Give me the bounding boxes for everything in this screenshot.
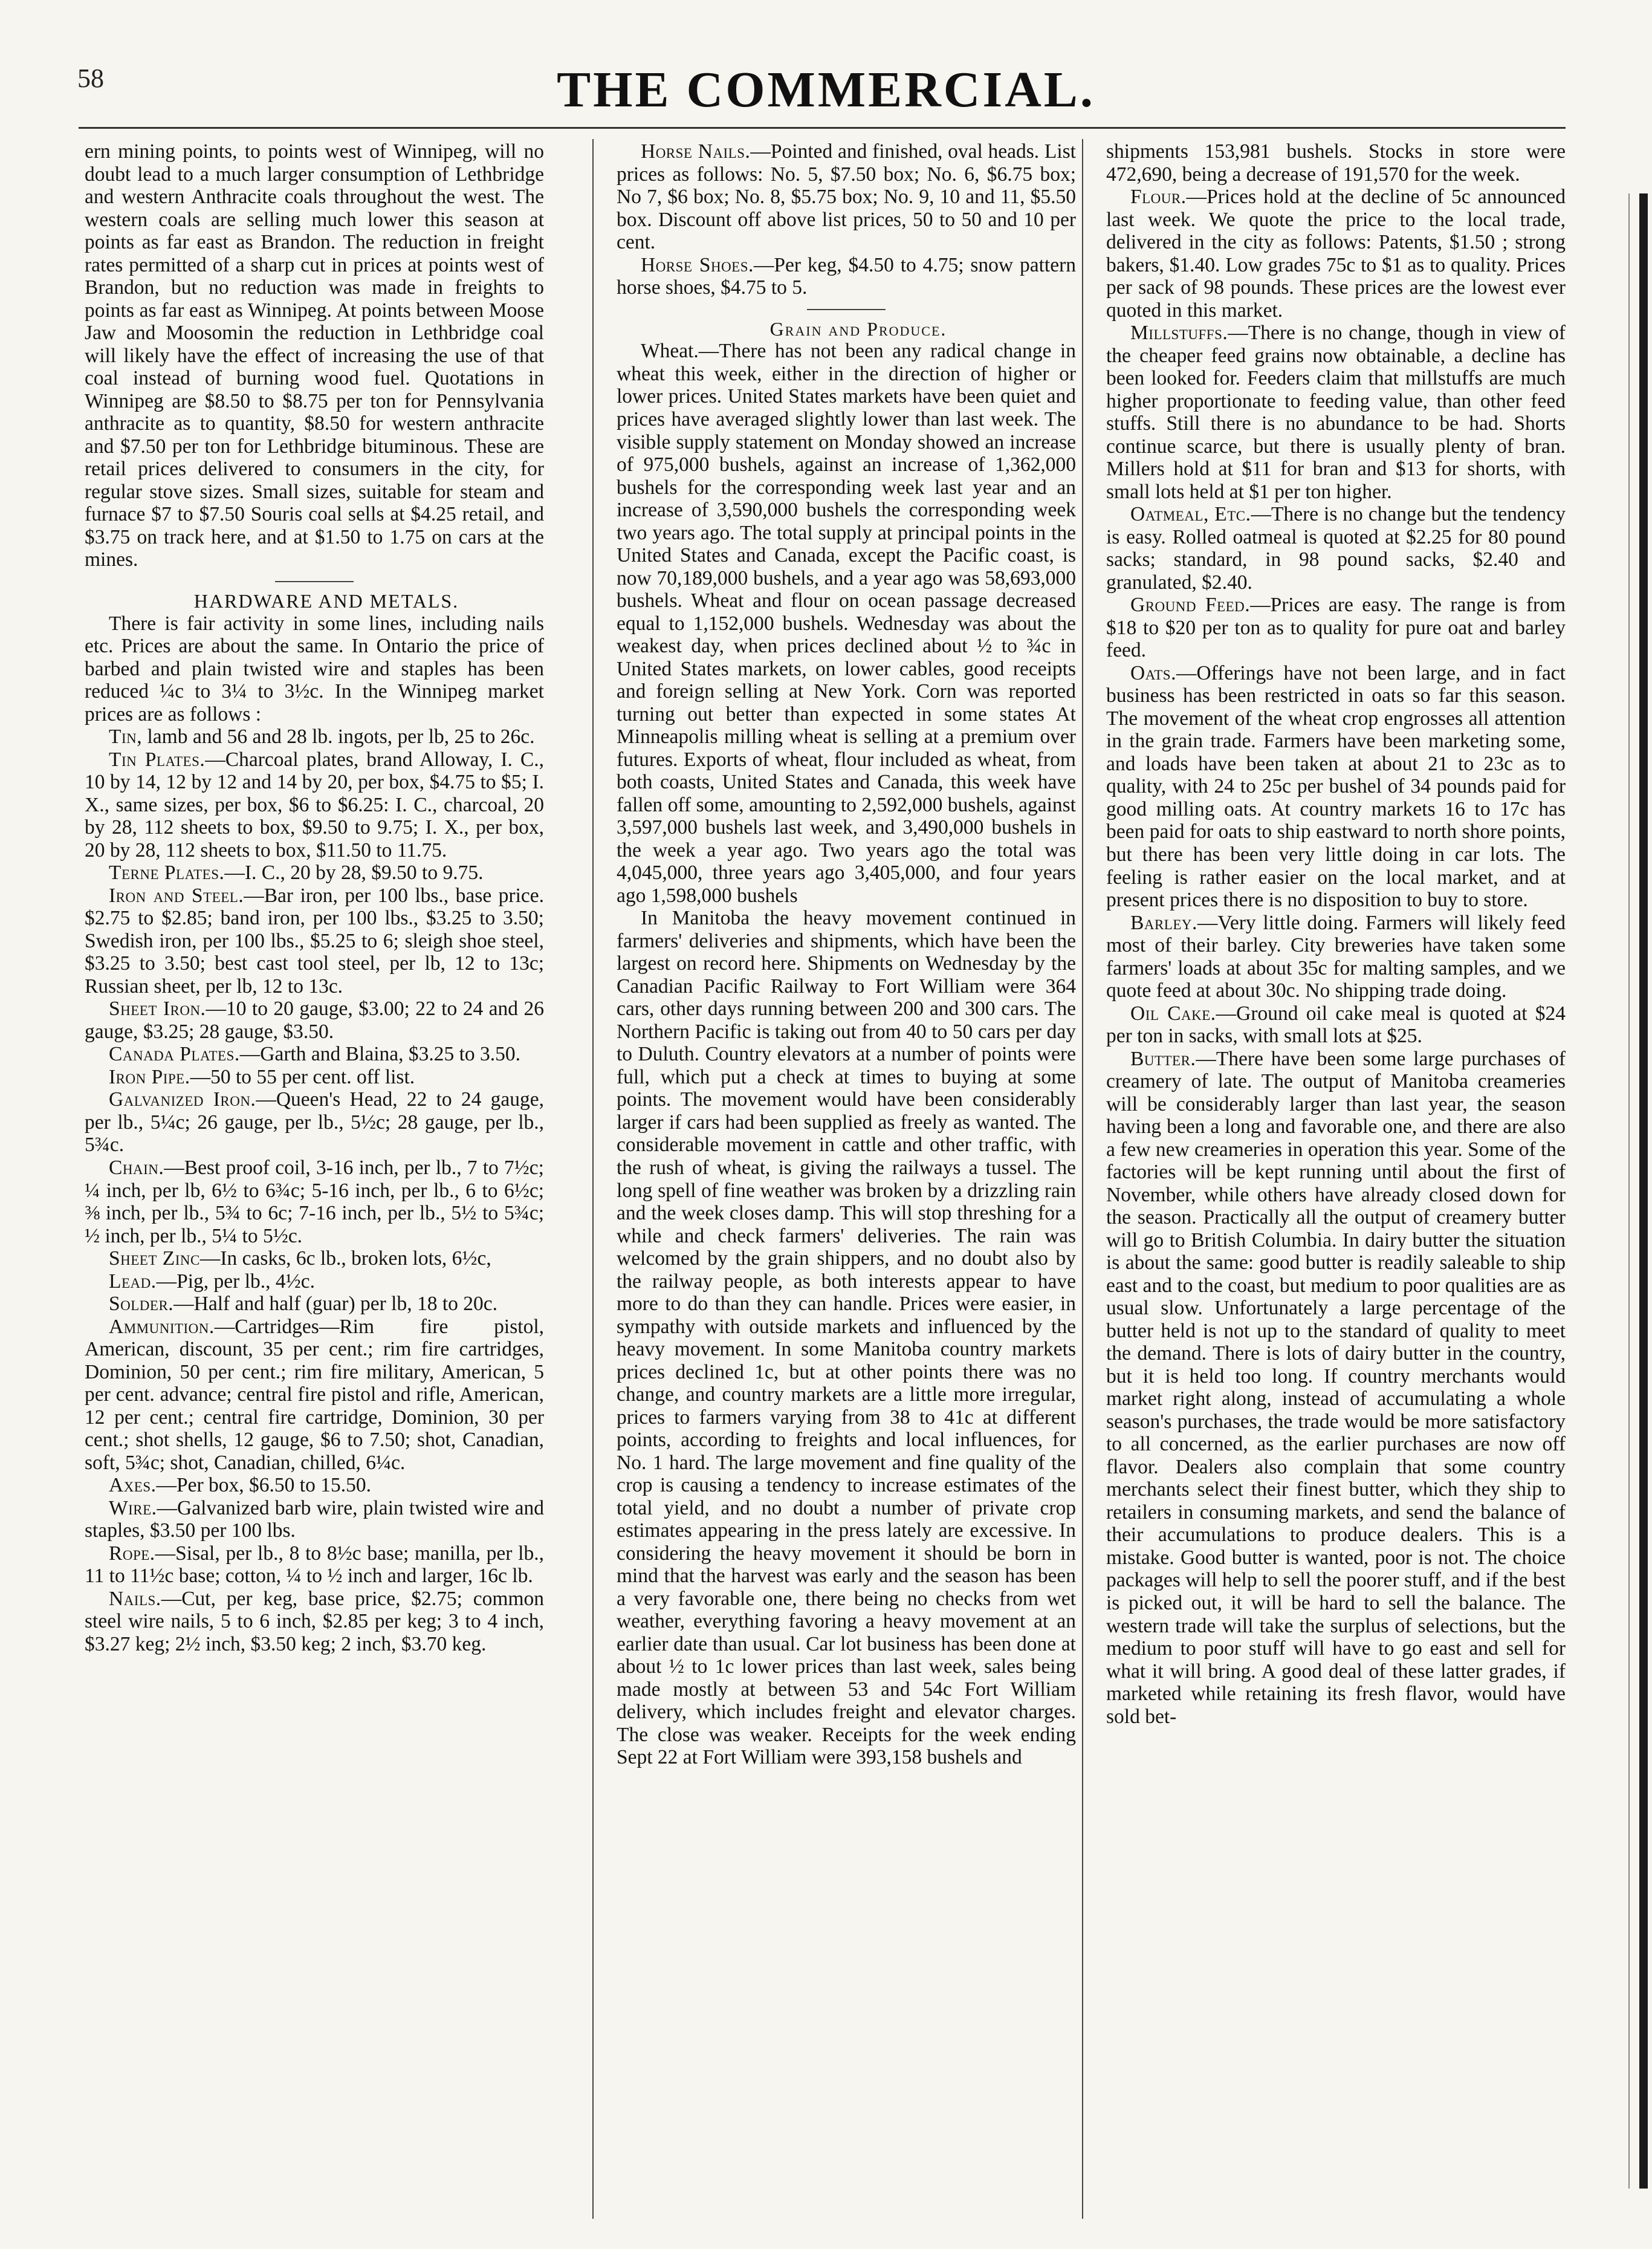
entry-lead: Sheet Iron. — [109, 998, 206, 1021]
price-entry-ammunition — [85, 1316, 544, 1475]
entry-lead: Rope. — [109, 1542, 155, 1565]
entry-lead: Oats. — [1130, 661, 1176, 684]
entry-text: —50 to 55 per cent. off list. — [190, 1065, 415, 1088]
price-entry-flour — [1106, 186, 1566, 322]
price-entry-oatmeal — [1106, 503, 1566, 594]
price-entry-iron-steel — [85, 884, 544, 998]
binding-edge — [1639, 193, 1648, 2189]
entry-text: —Very little doing. Farmers will likely feed most of their barley. City breweries have taken some farmers' loads at about 35c for malting samples, and we quote feed at about 30c. No shipping trade doing. — [1106, 911, 1566, 1002]
paragraph: shipments 153,981 bushels. Stocks in store were 472,690, being a decrease of 191,570 for the week. — [1106, 140, 1566, 186]
entry-text: —I. C., 20 by 28, $9.50 to 9.75. — [224, 862, 484, 884]
entry-lead: Oatmeal, Etc. — [1130, 503, 1251, 526]
entry-lead: Lead. — [109, 1270, 157, 1293]
entry-text: —Pig, per lb., 4½c. — [156, 1270, 315, 1293]
price-entry-nails — [85, 1588, 544, 1656]
entry-text: —Ground oil cake meal is quoted at $24 per ton in sacks, with small lots at $25. — [1106, 1002, 1566, 1048]
entry-text: —Sisal, per lb., 8 to 8½c base; manilla, per lb., 11 to 11½c base; cotton, ¼ to ½ inch and larger, 16c lb. — [85, 1542, 544, 1588]
section-heading-hardware: HARDWARE AND METALS. — [193, 589, 459, 612]
entry-lead: Butter. — [1130, 1047, 1196, 1070]
entry-lead: Ground Feed. — [1130, 594, 1251, 617]
masthead-title: THE COMMERCIAL. — [557, 62, 1095, 118]
entry-text: —Bar iron, per 100 lbs., base price. $2.75 to $2.85; band iron, per 100 lbs., $3.25 to 3.50; Swedish iron, per 100 lbs., $5.25 to 6; sleigh shoe steel, $3.25 to 3.50; best cast tool steel, per lb, 12 to 13c; Russian sheet, per lb, 12 to 13c. — [85, 884, 544, 998]
entry-lead: Horse Nails. — [641, 140, 751, 163]
entry-text: —Per box, $6.50 to 15.50. — [156, 1474, 371, 1497]
entry-text: —Best proof coil, 3-16 inch, per lb., 7 to 7½c; ¼ inch, per lb, 6½ to 6¾c; 5-16 inch, per lb., 6 to 6½c; ⅜ inch, per lb., 5¾ to 6c; 7-16 inch, per lb., 5½ to 5¾c; ½ inch, per lb., 5¼ to 5½c. — [85, 1157, 544, 1247]
price-entry-horse-shoes — [617, 254, 1076, 299]
entry-lead: Millstuffs. — [1130, 322, 1228, 345]
entry-text: —Garth and Blaina, $3.25 to 3.50. — [239, 1043, 521, 1066]
price-entry-oil-cake — [1106, 1002, 1566, 1048]
entry-lead: Solder. — [109, 1293, 174, 1316]
entry-lead: Ammunition. — [109, 1315, 215, 1338]
entry-text: —Galvanized barb wire, plain twisted wire and staples, $3.50 per 100 lbs. — [85, 1496, 544, 1542]
entry-lead: Axes. — [109, 1474, 157, 1497]
entry-lead: Tin Plates. — [109, 748, 206, 771]
price-entry-galvanized-iron — [85, 1088, 544, 1157]
price-entry-tin — [85, 725, 544, 748]
entry-lead: Iron Pipe. — [109, 1065, 190, 1088]
entry-lead: Iron and Steel. — [109, 884, 244, 907]
price-entry-terne-plates — [85, 862, 544, 884]
price-entry-tin-plates — [85, 748, 544, 862]
paragraph: ern mining points, to points west of Winnipeg, will no doubt lead to a much larger consumption of Lethbridge and western Anthracite coals throughout the west. The western coals are selling much lower this season at points as far east as Brandon. The reduction in freight rates permitted of a sharp cut in prices at points west of Brandon, but no reduction was made in freights to points as far east as Winnipeg. At points between Moose Jaw and Moosomin the reduction in Lethbridge coal will likely have the effect of increasing the use of that coal instead of burning wood fuel. Quotations in Winnipeg are $8.50 to $8.75 per ton for Pennsylvania anthracite as to quantity, $8.50 for western anthracite and $7.50 per ton for Lethbridge bituminous. These are retail prices delivered to consumers in the city, for regular stove sizes. Small sizes, suitable for steam and furnace $7 to $7.50 Souris coal sells at $4.25 retail, and $3.75 on track here, and at $1.50 to 1.75 on cars at the mines. — [85, 140, 544, 571]
entry-lead: Galvanized Iron. — [109, 1088, 256, 1111]
price-entry-sheet-iron — [85, 998, 544, 1043]
section-divider — [275, 581, 354, 582]
entry-lead: Terne Plates. — [109, 862, 225, 884]
entry-text: —Half and half (guar) per lb, 18 to 20c. — [173, 1293, 497, 1316]
paragraph-manitoba: In Manitoba the heavy movement continued in farmers' deliveries and shipments, which have been the largest on record here. Shipments on Wednesday by the Canadian Pacific Railway to Fort William were 364 cars, other days running between 200 and 300 cars. The Northern Pacific is taking out from 40 to 50 cars per day to Duluth. Country elevators at a number of points were full, which put a check at times to buying at some points. The movement would have been considerably larger if cars had been supplied as freely as wanted. The considerable movement in cattle and other traffic, with the rush of wheat, is giving the railways a tussel. The long spell of fine weather was broken by a drizzling rain and the week closes damp. This will stop threshing for a while and check farmers' deliveries. The rain was welcomed by the grain shippers, and no doubt also by the railway people, as both interests appear to have more to do than they can handle. Prices were easier, in sympathy with outside markets and influenced by the heavy movement. In some Manitoba country markets prices declined 1c, but at other points there was no change, and country markets are a little more irregular, prices to farmers varying from 38 to 41c at different points, according to freights and local influences, for No. 1 hard. The large movement and fine quality of the crop is causing a tendency to increase estimates of the total yield, and no doubt a number of private crop estimates appearing in the press lately are excessive. In considering the heavy movement it should be born in mind that the harvest was early and the season has been a very favorable one, there being no checks from wet weather, everything favoring a heavy movement at an earlier date than usual. Car lot business has been done at about ½ to 1c lower prices than last week, sales being made mostly at between 53 and 54c Fort William delivery, which includes freight and elevator charges. The close was weaker. Receipts for the week ending Sept 22 at Fort William were 393,158 bushels and — [617, 907, 1076, 1769]
price-entry-axes — [85, 1474, 544, 1497]
entry-text: —Pointed and finished, oval heads. List prices as follows: No. 5, $7.50 box; No. 6, $6.75 box; No 7, $6 box; No. 8, $5.75 box; No. 9, 10 and 11, $5.50 box. Discount off above list prices, 50 to 50 and 10 per cent. — [617, 140, 1076, 254]
entry-lead: Chain. — [109, 1157, 164, 1179]
column-2 — [617, 140, 1076, 2220]
entry-lead: Sheet Zinc — [109, 1247, 200, 1270]
price-entry-sheet-zinc — [85, 1247, 544, 1270]
price-entry-rope — [85, 1542, 544, 1588]
price-entry-butter — [1106, 1048, 1566, 1728]
entry-text: —Charcoal plates, brand Alloway, I. C., 10 by 14, 12 by 12 and 14 by 20, per box, $4.75 to $5; I. X., same sizes, per box, $6 to $6.25: I. C., charcoal, 20 by 28, 112 sheets to box, $9.50 to 9.75; I. X., per box, 20 by 28, 112 sheets to box, $11.50 to 11.75. — [85, 748, 544, 862]
paragraph: There is fair activity in some lines, including nails etc. Prices are about the same. In Ontario the price of barbed and plain twisted wire and staples has been reduced ¼c to 3¼ to 3½c. In the Winnipeg market prices are as follows : — [85, 612, 544, 725]
entry-text: —Queen's Head, 22 to 24 gauge, per lb., 5¼c; 26 gauge, per lb., 5½c; 28 gauge, per lb., 5¾c. — [85, 1088, 544, 1157]
price-entry-chain — [85, 1157, 544, 1247]
entry-text: —Prices hold at the decline of 5c announced last week. We quote the price to the local trade, delivered in the city as follows: Patents, $1.50 ; strong bakers, $1.40. Low grades 75c to $1 as to quality. Prices per sack of 98 pounds. These prices are the lowest ever quoted in this market. — [1106, 186, 1566, 322]
price-entry-ground-feed — [1106, 594, 1566, 662]
column-1 — [85, 140, 544, 2220]
section-divider — [807, 309, 886, 310]
entry-text: lamb and 56 and 28 lb. ingots, per lb, 25 to 26c. — [147, 725, 535, 748]
entry-lead: Barley. — [1130, 911, 1197, 934]
entry-lead: Oil Cake. — [1130, 1002, 1216, 1025]
entry-text: —There is no change, though in view of the cheaper feed grains now obtainable, a decline has been looked for. Feeders claim that millstuffs are much higher proportionate to feeding value, than other feed stuffs. Still there is no abundance to be had. Shorts continue scarce, but there is usually plenty of bran. Millers hold at $11 for bran and $13 for shorts, with small lots held at $1 per ton higher. — [1106, 322, 1566, 503]
entry-text: —Prices are easy. The range is from $18 to $20 per ton as to quality for pure oat and barley feed. — [1106, 594, 1566, 662]
entry-lead: Wire. — [109, 1496, 157, 1519]
price-entry-oats — [1106, 662, 1566, 912]
column-divider — [1082, 139, 1083, 2219]
entry-text: —Per keg, $4.50 to 4.75; snow pattern horse shoes, $4.75 to 5. — [617, 253, 1076, 299]
masthead-rule — [79, 127, 1566, 129]
entry-lead: Horse Shoes. — [641, 253, 754, 276]
price-entry-canada-plates — [85, 1043, 544, 1066]
entry-text: —There have been some large purchases of creamery of late. The output of Manitoba creameries will be considerably larger than last year, the season having been a long and favorable one, and there are also a few new creameries in operation this year. Some of the factories will be kept running until about the first of November, while others have already closed down for the season. Practically all the output of creamery butter will go to British Columbia. In dairy butter the situation is about the same: good butter is readily saleable to ship east and to the coast, but medium to poor qualities are as usual slow. Unfortunately a large percentage of the butter held is not up to the standard of quality to meet the demand. There is lots of dairy butter in the country, but it is held too long. If country merchants would market right along, instead of accumulating a whole season's purchases, the trade would be more satisfactory to all concerned, as the earlier purchases are now off flavor. Dealers also complain that some country merchants select their finest butter, which they ship to retailers in consuming markets, and send the balance of their accumulations to produce dealers. This is a mistake. Good butter is wanted, poor is not. The choice packages will help to sell the poorer stuff, and if the best is picked out, it will be hard to sell the balance. The western trade will take the surplus of selections, but the medium to poor stuff will have to go east and sell for what it will bring. A good deal of these latter grades, if marketed while retaining its fresh flavor, would have sold bet- — [1106, 1047, 1566, 1728]
entry-text: —Cartridges—Rim fire pistol, American, discount, 35 per cent.; rim fire cartridges, Dominion, 50 per cent.; rim fire military, American, 5 per cent. advance; central fire pistol and rifle, American, 12 per cent.; central fire cartridge, Dominion, 30 per cent.; shot shells, 12 gauge, $6 to 7.50; shot, Canadian, soft, 5¾c; shot, Canadian, chilled, 6¼c. — [85, 1315, 544, 1474]
entry-lead: Flour. — [1130, 186, 1187, 209]
binding-edge — [1628, 193, 1630, 2189]
entry-text: —Cut, per keg, base price, $2.75; common steel wire nails, 5 to 6 inch, $2.85 per keg; 3 to 4 inch, $3.27 keg; 2½ inch, $3.50 keg; 2 inch, $3.70 keg. — [85, 1587, 544, 1655]
page-number: 58 — [77, 63, 104, 93]
price-entry-wire — [85, 1497, 544, 1542]
entry-lead: Tin, — [109, 725, 143, 748]
column-3 — [1106, 140, 1566, 2220]
entry-text: —There is no change but the tendency is easy. Rolled oatmeal is quoted at $2.25 for 80 pound sacks; standard, in 98 pound sacks, $2.40 and granulated, $2.40. — [1106, 503, 1566, 594]
entry-text: —Offerings have not been large, and in fact business has been restricted in oats so far this season. The movement of the wheat crop engrosses all attention in the grain trade. Farmers have been marketing some, and loads have been taken at about 21 to 23c as to quality, with 24 to 25c per bushel of 34 pounds paid for good milling oats. At country markets 16 to 17c has been paid for oats to ship eastward to north shore points, but there has been very little doing in car lots. The feeling is rather easier on the local market, and at present prices there is no disposition to buy to store. — [1106, 661, 1566, 912]
entry-lead: Nails. — [109, 1587, 161, 1610]
section-heading-grain: Grain and Produce. — [769, 317, 947, 340]
entry-text: —10 to 20 gauge, $3.00; 22 to 24 and 26 gauge, $3.25; 28 gauge, $3.50. — [85, 998, 544, 1043]
column-divider — [592, 139, 594, 2219]
price-entry-lead — [85, 1270, 544, 1293]
price-entry-barley — [1106, 912, 1566, 1002]
entry-lead: Canada Plates. — [109, 1043, 240, 1066]
price-entry-millstuffs — [1106, 322, 1566, 503]
paragraph-wheat: Wheat.—There has not been any radical change in wheat this week, either in the direction of higher or lower prices. United States markets have been quiet and prices have averaged slightly lower than last week. The visible supply statement on Monday showed an increase of 975,000 bushels, against an increase of 1,362,000 bushels for the corresponding week last year and an increase of 3,590,000 bushels the corresponding week two years ago. The total supply at principal points in the United States and Canada, except the Pacific coast, is now 70,189,000 bushels, and a year ago was 58,693,000 bushels. Wheat and flour on ocean passage decreased equal to 1,152,000 bushels. Wednesday was about the weakest day, when prices declined about ½ to ¾c in United States markets, on lower cables, good receipts and foreign selling at New York. Corn was reported turning out better than expected in some states At Minneapolis milling wheat is selling at a premium over futures. Exports of wheat, flour included as wheat, from both coasts, United States and Canada, this week have fallen off some, amounting to 2,592,000 bushels, against 3,597,000 bushels last week, and 3,490,000 bushels in the week a year ago. Two years ago the total was 4,045,000, three years ago 3,405,000, and four years ago 1,598,000 bushels — [617, 340, 1076, 907]
price-entry-horse-nails — [617, 140, 1076, 254]
entry-text: —In casks, 6c lb., broken lots, 6½c, — [199, 1247, 491, 1270]
price-entry-iron-pipe — [85, 1066, 544, 1089]
price-entry-solder — [85, 1293, 544, 1316]
